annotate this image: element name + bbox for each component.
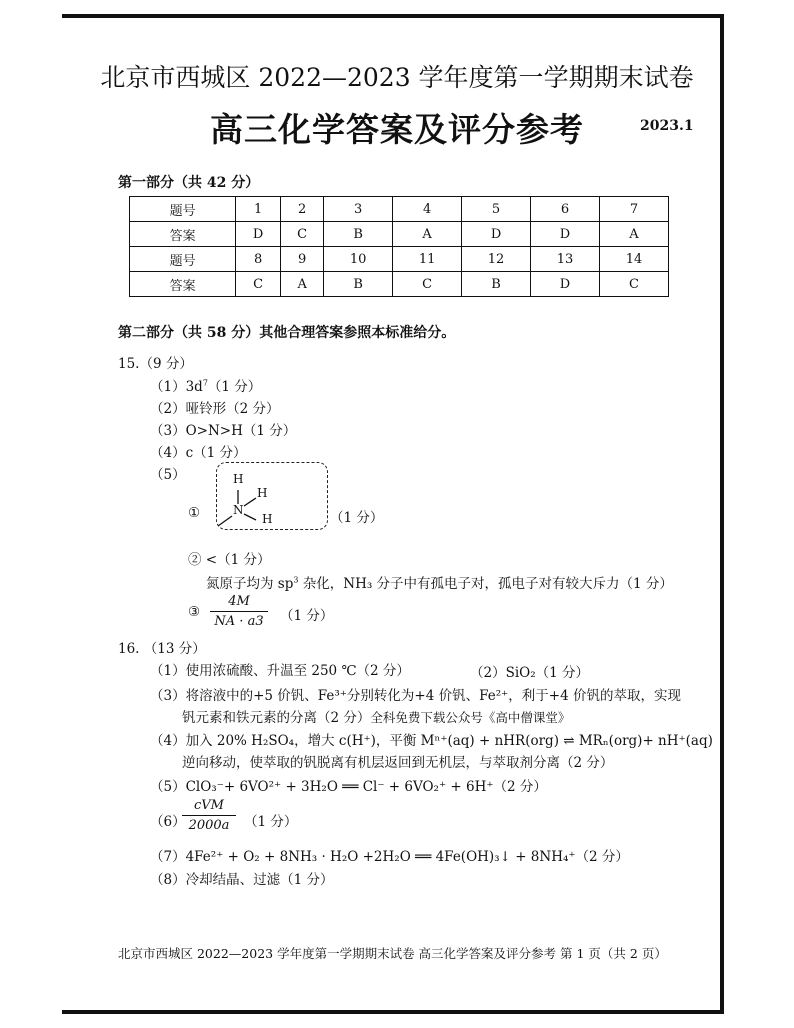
part2-heading: 第二部分（共 58 分）其他合理答案参照本标准给分。	[118, 325, 456, 341]
table-row	[130, 222, 669, 247]
table-cell: 11	[393, 247, 462, 272]
table-cell: D	[531, 222, 600, 247]
q16-a6-fraction	[182, 798, 236, 833]
table-cell: 题号	[130, 247, 236, 272]
page-border-bottom	[62, 1010, 724, 1014]
answer-table	[129, 196, 669, 297]
page-border-right	[720, 14, 724, 1014]
fraction-denominator: NA · a3	[214, 614, 264, 629]
q15-answer-5: （5）	[150, 467, 186, 483]
table-cell: 答案	[130, 222, 236, 247]
q15-a1-text: （1）3d	[150, 379, 203, 395]
q15-answer-1	[150, 375, 261, 395]
table-cell: A	[393, 222, 462, 247]
table-cell: C	[281, 222, 324, 247]
page-border-top	[62, 14, 724, 18]
q15-c1-score: （1 分）	[330, 510, 384, 526]
table-cell: B	[462, 272, 531, 297]
structure-atom-N: N	[233, 503, 244, 517]
table-cell: 答案	[130, 272, 236, 297]
q16-answer-8: （8）冷却结晶、过滤（1 分）	[150, 872, 334, 888]
q16-answer-6-score: （1 分）	[244, 814, 298, 830]
q15-header: 15.（9 分）	[118, 356, 193, 372]
table-cell: 10	[324, 247, 393, 272]
structure-atom-H: H	[233, 472, 244, 486]
table-cell: D	[531, 272, 600, 297]
q15-a1-sup: 7	[202, 378, 208, 388]
q15-c2-detail-sup: 3	[293, 575, 299, 585]
q15-c2-detail-rest: 杂化，NH₃ 分子中有孤电子对，孤电子对有较大斥力（1 分）	[298, 576, 673, 592]
q16-a3-note: 全科免费下载公众号《高中僧课堂》	[370, 710, 571, 725]
q15-answer-3: （3）O>N>H（1 分）	[150, 423, 297, 439]
q15-answer-4: （4）c（1 分）	[150, 445, 247, 461]
table-cell: A	[281, 272, 324, 297]
q15-c3-label: ③	[188, 604, 201, 620]
q15-a1-score: （1 分）	[207, 379, 262, 395]
table-cell: 2	[281, 197, 324, 222]
fraction-bar	[182, 815, 236, 816]
q15-c2-detail-text: 氮原子均为 sp	[206, 576, 294, 592]
q16-answer-1: （1）使用浓硫酸、升温至 250 ℃（2 分）	[150, 663, 410, 679]
answer-key-title: 高三化学答案及评分参考	[210, 110, 584, 149]
table-row	[130, 272, 669, 297]
part1-heading: 第一部分（共 42 分）	[118, 175, 260, 191]
table-row	[130, 197, 669, 222]
q16-answer-4-line1: （4）加入 20% H₂SO₄，增大 c(H⁺)，平衡 Mⁿ⁺(aq) + nHR(org) ⇌ MRₙ(org)+ nH⁺(aq)	[150, 733, 713, 749]
table-cell: D	[462, 222, 531, 247]
q15-c3-score: （1 分）	[280, 608, 334, 624]
table-cell: C	[236, 272, 281, 297]
fraction-numerator: 4M	[228, 594, 250, 609]
table-cell: 5	[462, 197, 531, 222]
q16-answer-3-line1: （3）将溶液中的+5 价钒、Fe³⁺分别转化为+4 价钒、Fe²⁺，利于+4 价钒的萃取，实现	[150, 688, 681, 704]
q15-c1-label: ①	[188, 505, 201, 521]
page-footer: 北京市西城区 2022—2023 学年度第一学期期末试卷 高三化学答案及评分参考 第 1 页（共 2 页）	[118, 946, 667, 961]
table-cell: D	[236, 222, 281, 247]
q15-c2: ② <（1 分）	[188, 552, 271, 568]
fraction-numerator: cVM	[194, 798, 224, 813]
table-cell: 8	[236, 247, 281, 272]
q16-answer-4-line2: 逆向移动，使萃取的钒脱离有机层返回到无机层，与萃取剂分离（2 分）	[182, 755, 614, 771]
table-row	[130, 247, 669, 272]
q16-answer-2: （2）SiO₂（1 分）	[470, 665, 590, 681]
fraction-denominator: 2000a	[188, 818, 230, 833]
table-cell: 14	[599, 247, 668, 272]
fraction-bar	[210, 611, 268, 612]
table-cell: 题号	[130, 197, 236, 222]
exam-date: 2023.1	[640, 118, 694, 134]
q16-answer-3-line2	[182, 706, 570, 726]
table-cell: 3	[324, 197, 393, 222]
table-cell: A	[599, 222, 668, 247]
q16-answer-5: （5）ClO₃⁻+ 6VO²⁺ + 3H₂O ══ Cl⁻ + 6VO₂⁺ + 6H⁺（2 分）	[150, 779, 547, 795]
table-cell: 1	[236, 197, 281, 222]
table-cell: B	[324, 222, 393, 247]
q16-a3-text: 钒元素和铁元素的分离（2 分）	[182, 710, 371, 726]
exam-title: 北京市西城区 2022—2023 学年度第一学期期末试卷	[100, 63, 694, 92]
structure-atom-H: H	[257, 486, 268, 500]
q15-answer-2: （2）哑铃形（2 分）	[150, 401, 280, 417]
table-cell: 6	[531, 197, 600, 222]
table-cell: 4	[393, 197, 462, 222]
table-cell: C	[393, 272, 462, 297]
table-cell: B	[324, 272, 393, 297]
q16-answer-6-label: （6）	[150, 814, 186, 830]
q16-answer-7: （7）4Fe²⁺ + O₂ + 8NH₃ · H₂O +2H₂O ══ 4Fe(OH)₃↓ + 8NH₄⁺（2 分）	[150, 849, 629, 865]
table-cell: 13	[531, 247, 600, 272]
q15-c2-detail	[206, 572, 673, 592]
q15-c3-fraction	[210, 594, 268, 629]
q16-header: 16. （13 分）	[118, 641, 206, 657]
table-cell: C	[599, 272, 668, 297]
table-cell: 12	[462, 247, 531, 272]
structure-atom-H: H	[262, 512, 273, 526]
table-cell: 9	[281, 247, 324, 272]
table-cell: 7	[599, 197, 668, 222]
